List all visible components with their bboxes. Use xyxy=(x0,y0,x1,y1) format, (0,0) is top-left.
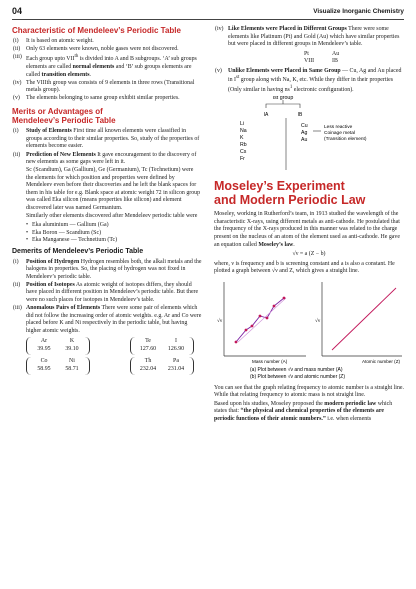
element-symbol: Pa xyxy=(173,358,179,365)
plot-a-point xyxy=(283,296,286,299)
list-item xyxy=(12,305,202,335)
atomic-weight: 39.95 xyxy=(37,346,51,353)
element-symbol: Co xyxy=(40,358,48,365)
bold-term: Prediction of New Elements xyxy=(26,151,96,158)
item-text: . xyxy=(89,71,91,78)
text: Moseley, working in Rutherford’s team, in 1913 studied the wavelength of the characteristic X-rays, using different metals as anti-cathode. He postulated that the frequency of the X-rays produced in this manner was related to the charge present on the nucleus of an atom of the element used as anti-cathode. He gave an equation called xyxy=(214,211,400,248)
element-symbol: Ar xyxy=(40,338,48,345)
plot-b-x-label: Atomic number (Z) xyxy=(362,358,401,364)
section-title-merits xyxy=(12,107,202,125)
text: i.e. when elements xyxy=(325,415,372,422)
list-item xyxy=(214,68,404,95)
bold-term: Study of Elements xyxy=(26,128,72,135)
title-line: Moseley’s Experiment xyxy=(214,179,345,194)
pt-au-table xyxy=(214,51,404,66)
item-text: First time all known elements were classified in groups according to their similar properties. So, study of the properties of elements become easier. xyxy=(26,128,200,150)
item-text: It gave encouragement to the discovery of new elements as some gaps were left in it. xyxy=(26,151,197,166)
note-line: Coinage metal xyxy=(324,131,355,137)
plot-a-point xyxy=(235,340,238,343)
item-number: (ii) xyxy=(13,281,21,288)
item-text: and ‘B’ sub groups elements are called xyxy=(26,63,192,78)
bold-term: modern periodic law xyxy=(324,400,377,407)
moseley-plots-svg xyxy=(214,278,404,383)
bold-term: Position of Isotopes xyxy=(26,281,75,288)
superscript: st xyxy=(236,75,240,81)
table-cell: Pt xyxy=(304,50,309,57)
left-column xyxy=(12,26,202,377)
paragraph: Sc (Scandium), Ga (Gallium), Ge (Germanium), Tc (Technetium) were the elements for which position and properties were defined by Mendeleev even before their discoveries and he left the blank spaces for them in his table for e.g. Blank space at atomic weight 72 in silicon group was called Eka silicon (means properties like silicon) and element discovered later was named Germanium. xyxy=(26,167,201,211)
paragraph xyxy=(214,211,404,249)
table-cell: VIII xyxy=(304,58,315,65)
text: . xyxy=(293,241,295,248)
subgroup-ib: IB xyxy=(297,112,303,119)
bold-term: normal elements xyxy=(72,63,115,70)
bold-term: Anomalous Pairs of Elements xyxy=(26,305,101,312)
list-item xyxy=(12,259,202,282)
bold-term: Moseley’s law xyxy=(258,241,294,248)
list-item xyxy=(12,152,202,167)
plot-a-point xyxy=(266,316,269,319)
superscript: th xyxy=(74,54,79,60)
atomic-weight: 127.60 xyxy=(139,346,157,353)
item-text: The elements belonging to same group exhibit similar properties. xyxy=(26,95,180,102)
item-number: (v) xyxy=(215,67,222,74)
item-text: is divided into A and B subgroups. ‘A’ sub groups elements are called xyxy=(26,56,197,70)
moseley-plots xyxy=(214,278,404,383)
element-label: Na xyxy=(240,128,247,135)
item-number: (i) xyxy=(13,128,19,135)
list-item: • Eka aluminium — Gallium (Ga) xyxy=(26,222,202,230)
caption-b: (b) Plot between √ν and atomic number (Z) xyxy=(250,373,346,380)
list-item xyxy=(12,282,202,305)
subgroup-ia: IA xyxy=(263,112,269,119)
title-line: Merits or Advantages of xyxy=(12,106,103,116)
item-text: electronic configuration). xyxy=(292,86,354,93)
item-number: (iv) xyxy=(13,79,22,86)
bold-term: Like Elements were Placed in Different Groups xyxy=(228,26,347,32)
bold-term: transition elements xyxy=(41,71,90,78)
note-line: (Transition element) xyxy=(324,137,367,143)
element-label: Cs xyxy=(240,149,247,156)
book-title: Visualize Inorganic Chemistry xyxy=(313,8,404,15)
element-symbol: Ni xyxy=(69,358,75,365)
section-title-characteristics: Characteristic of Mendeleev’s Periodic Table xyxy=(12,26,181,35)
atomic-weight: 58.71 xyxy=(65,366,79,373)
anomalous-pairs-row xyxy=(12,357,202,375)
page-number: 04 xyxy=(12,6,23,16)
plot-a-y-label: √ν xyxy=(217,317,223,324)
paragraph: Similarly other elements discovered after Mendeleev periodic table were xyxy=(26,213,198,220)
list-item xyxy=(12,46,202,54)
page-header xyxy=(12,6,404,20)
caption-a: (a) Plot between √ν and mass number (A) xyxy=(250,366,343,373)
element-pair xyxy=(130,357,194,375)
plot-a-x-label: Mass number (A) xyxy=(252,358,288,364)
item-text: Hydrogen resembles both, the alkali metals and the halogens in properties. So, the placing of hydrogen was not fixed in Mendeleev’s periodic table. xyxy=(26,258,202,280)
atomic-weight: 232.04 xyxy=(139,366,157,373)
group-one-svg xyxy=(214,96,404,176)
note-line: Less reactive xyxy=(324,125,353,131)
item-text: There were some pair of elements which did not follow the increasing order of atomic weights. e.g. Ar and Co were placed before K and Ni respectively in the periodic table, but having higher atomic weights. xyxy=(26,305,202,334)
text: which states that: xyxy=(214,400,393,415)
atomic-weight: 126.90 xyxy=(167,346,185,353)
characteristics-list xyxy=(12,38,202,103)
bold-term: Position of Hydrogen xyxy=(26,258,80,265)
item-number: (ii) xyxy=(13,46,21,53)
list-item xyxy=(12,38,202,46)
bold-term: “the physical and chemical properties of the elements are periodic functions of their atomic numbers.” xyxy=(214,408,384,422)
element-label: Ag xyxy=(301,130,308,137)
section-title-demerits: Demerits of Mendeleev’s Periodic Table xyxy=(12,247,144,255)
atomic-weight: 58.95 xyxy=(37,366,51,373)
right-column xyxy=(214,26,404,424)
item-number: (ii) xyxy=(13,151,21,158)
item-number: (i) xyxy=(13,258,19,265)
item-number: (iii) xyxy=(13,305,22,312)
item-number: (i) xyxy=(13,38,19,45)
bold-term: Unlike Elements were Placed in Same Group xyxy=(228,67,341,74)
atomic-weight: 39.10 xyxy=(65,346,79,353)
item-text: As atomic weight of isotopes differs, they should have placed in different position in Mendeleev’s periodic table. But there were no such places for isotopes in Mendeleev’s table. xyxy=(26,281,199,303)
demerits-list-continued xyxy=(214,26,404,49)
table-cell: Au xyxy=(332,50,340,57)
demerits-list-continued xyxy=(214,68,404,95)
element-label: Li xyxy=(240,121,245,128)
plot-a-point xyxy=(251,324,254,327)
plot-a-point xyxy=(273,304,276,307)
merits-list xyxy=(12,128,202,166)
plot-b-line xyxy=(332,288,396,350)
element-label: Fr xyxy=(240,156,245,163)
eka-list xyxy=(12,222,202,245)
paragraph: where, ν is frequency and b is screening constant and a is also a constant. He plotted a graph between √ν and Z, which gives a straight line. xyxy=(214,260,395,275)
list-item: • Eka Manganese — Technetium (Tc) xyxy=(26,237,202,245)
demerits-list xyxy=(12,259,202,336)
paragraph: You can see that the graph relating frequency to atomic number is a straight line. While that relating frequency to atomic mass is not straight line. xyxy=(214,384,404,399)
element-label: Au xyxy=(301,137,308,144)
element-label: Rb xyxy=(240,142,247,149)
list-item xyxy=(214,26,404,49)
element-pair xyxy=(26,357,90,375)
group-one-diagram xyxy=(214,96,404,176)
paragraph xyxy=(214,401,404,424)
plot-a-trend-line xyxy=(238,298,286,342)
item-number: (v) xyxy=(13,95,20,102)
element-pair xyxy=(130,337,194,355)
element-symbol: Te xyxy=(145,338,151,345)
item-text: There were some elements like Platinum (Pt) and Gold (Au) which have similar properties but were placed in different groups in Mendeleev’s table. xyxy=(228,26,400,48)
element-symbol: K xyxy=(69,338,75,345)
item-text: It is based on atomic weight. xyxy=(26,38,94,45)
text: Based upon his studies, Moseley proposed the xyxy=(214,400,325,407)
element-label: Cu xyxy=(301,123,308,130)
group-label: Ist group xyxy=(272,96,294,102)
item-number: (iv) xyxy=(215,26,224,32)
element-symbol: Th xyxy=(144,358,152,365)
plot-a-point xyxy=(259,314,262,317)
item-text: Only 63 elements were known, noble gases were not discovered. xyxy=(26,46,179,53)
superscript: 1 xyxy=(289,84,293,90)
list-item xyxy=(12,80,202,95)
list-item: • Eka Boron — Scandium (Sc) xyxy=(26,230,202,238)
bracket-line xyxy=(266,104,300,108)
item-text: Each group upto VII xyxy=(26,56,75,63)
plot-a-point xyxy=(245,328,248,331)
item-text: group along with Na, K, etc. While they differ in their properties (Only similar in having ns xyxy=(228,77,394,93)
list-item xyxy=(12,128,202,151)
moseley-equation: √ν = a (Z − b) xyxy=(292,251,326,258)
title-line: and Modern Periodic Law xyxy=(214,193,366,208)
item-number: (iii) xyxy=(13,54,22,61)
list-item xyxy=(12,54,202,79)
item-text: The VIIIth group was consists of 9 elements in three rows (Transitional metals group). xyxy=(26,79,195,94)
element-symbol: I xyxy=(175,338,177,345)
list-item xyxy=(12,95,202,103)
element-label: K xyxy=(240,135,244,142)
atomic-weight: 231.04 xyxy=(167,366,185,373)
title-line: Mendeleev’s Periodic Table xyxy=(12,116,116,126)
section-title-moseley xyxy=(214,179,404,207)
item-text: — Cu, Ag and Au placed in I xyxy=(228,67,402,84)
anomalous-pairs-row xyxy=(12,337,202,355)
table-cell: IB xyxy=(332,58,338,65)
plot-a-line xyxy=(236,298,284,342)
plot-b-y-label: √ν xyxy=(315,317,321,324)
element-pair xyxy=(26,337,90,355)
